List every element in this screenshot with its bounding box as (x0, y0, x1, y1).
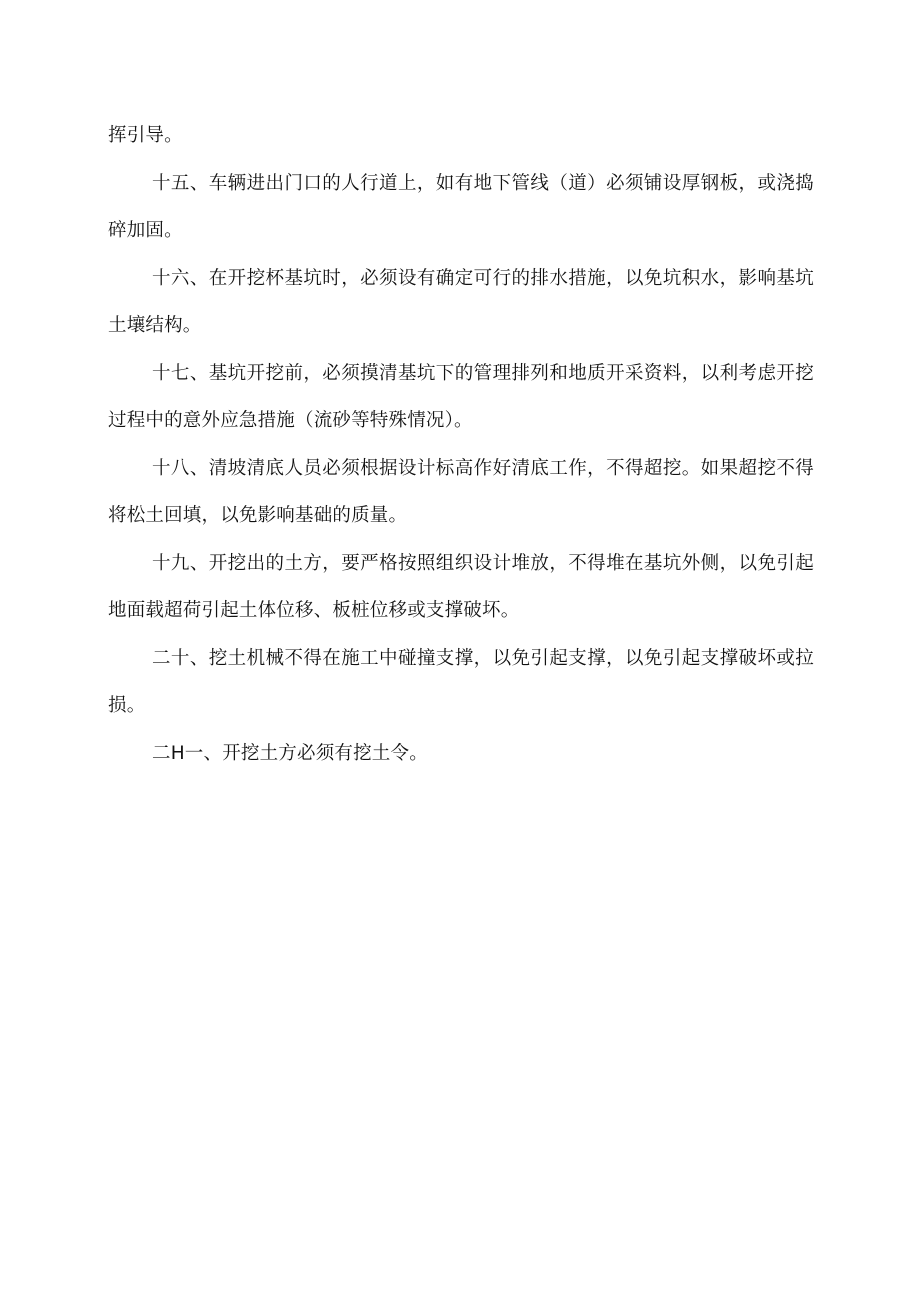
paragraph-continuation: 挥引导。 (108, 125, 183, 146)
paragraph-item-21: 二H一、开挖土方必须有挖土令。 (152, 742, 428, 764)
paragraph-item-19: 十九、开挖出的土方，要严格按照组织设计堆放，不得堆在基坑外侧，以免引起地面载超荷引起土体位移、板桩位移或支撑破坏。 (108, 552, 814, 621)
document-body (108, 112, 814, 777)
paragraph-item-20: 二十、挖土机械不得在施工中碰撞支撑，以免引起支撑，以免引起支撑破坏或拉损。 (108, 647, 814, 716)
paragraph-item-17: 十七、基坑开挖前，必须摸清基坑下的管理排列和地质开采资料，以利考虑开挖过程中的意外应急措施（流砂等特殊情况）。 (108, 362, 814, 431)
paragraph-item-15: 十五、车辆进出门口的人行道上，如有地下管线（道）必须铺设厚钢板，或浇捣碎加固。 (108, 172, 814, 241)
paragraph-item-16: 十六、在开挖杯基坑时，必须设有确定可行的排水措施，以免坑积水，影响基坑土壤结构。 (108, 267, 814, 336)
paragraph-item-18: 十八、清坡清底人员必须根据设计标高作好清底工作，不得超挖。如果超挖不得将松土回填，以免影响基础的质量。 (108, 457, 814, 526)
